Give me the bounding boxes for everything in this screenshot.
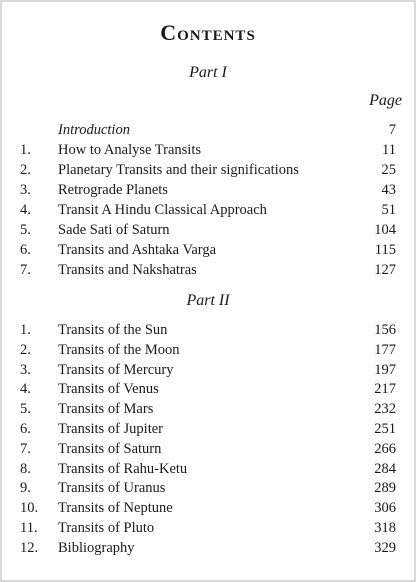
toc-entry-page: 289 — [374, 480, 396, 497]
toc-entry — [20, 240, 396, 260]
toc-entry-page: 197 — [374, 361, 396, 378]
toc-entry — [20, 459, 396, 479]
toc-entry — [20, 140, 396, 160]
toc-entry-page: 43 — [381, 182, 396, 198]
part-2-heading: Part II — [186, 292, 230, 309]
toc-entry-number: 11. — [20, 520, 38, 536]
toc-entry-number: 1. — [20, 322, 31, 338]
toc-entry-page: 11 — [382, 142, 396, 158]
toc-entry — [20, 200, 396, 220]
toc-entry — [20, 518, 396, 538]
toc-entry — [20, 379, 396, 399]
toc-entry-title: Planetary Transits and their significations — [58, 162, 299, 178]
toc-entry-page: 284 — [374, 460, 396, 477]
toc-entry-page: 25 — [381, 162, 396, 178]
toc-entry — [20, 399, 396, 419]
toc-entry-page: 232 — [374, 401, 396, 418]
toc-entry — [20, 260, 396, 280]
toc-entry-title: Transits of Saturn — [58, 440, 162, 457]
toc-entry-page: 318 — [374, 520, 396, 536]
toc-entry-title: Transits of Mercury — [58, 361, 174, 378]
toc-entry-title: Transits of the Sun — [58, 322, 168, 338]
toc-entry-title: Transits and Nakshatras — [58, 262, 197, 278]
toc-entry-page: 104 — [374, 222, 396, 238]
toc-entry-page: 177 — [374, 341, 396, 358]
toc-entry-number: 7. — [20, 440, 31, 457]
toc-entry-number: 6. — [20, 242, 31, 258]
toc-entry-number: 4. — [20, 202, 31, 218]
toc-entry-number: 2. — [20, 341, 31, 358]
page-edge-left — [0, 0, 2, 582]
toc-entry-page: 127 — [374, 262, 396, 278]
toc-entry — [20, 538, 396, 558]
toc-entry-number: 9. — [20, 480, 31, 497]
toc-entry-page: 251 — [374, 421, 396, 437]
toc-entry-title: Transits of Venus — [58, 381, 159, 398]
toc-entry-title: Transits of Rahu-Ketu — [58, 460, 188, 477]
toc-entry-title: Introduction — [58, 122, 130, 138]
toc-entry-page: 156 — [374, 322, 396, 338]
toc-entry-page: 51 — [381, 202, 396, 218]
toc-entry — [20, 478, 396, 498]
page-edge-top — [0, 0, 416, 2]
toc-entry — [20, 419, 396, 439]
toc-entry-title: Transits of Uranus — [58, 480, 166, 497]
toc-entry — [20, 360, 396, 380]
toc-entry-title: Transits of Mars — [58, 401, 154, 418]
toc-entry-number: 3. — [20, 182, 31, 198]
toc-entry — [20, 220, 396, 240]
toc-entry-title: Transits of Pluto — [58, 520, 155, 536]
toc-entry-number: 2. — [20, 162, 31, 178]
part-1-heading: Part I — [189, 64, 227, 81]
toc-entry — [20, 120, 396, 140]
toc-entry — [20, 160, 396, 180]
page-title: Contents — [160, 20, 256, 45]
toc-entry-number: 10. — [20, 500, 39, 517]
toc-entry-title: Transits of the Moon — [58, 341, 180, 358]
toc-entry-page: 217 — [374, 381, 396, 398]
toc-entry-number: 8. — [20, 460, 31, 477]
toc-entry-number: 6. — [20, 421, 31, 437]
toc-entry — [20, 498, 396, 518]
toc-entry-page: 306 — [374, 500, 396, 517]
toc-entry — [20, 180, 396, 200]
toc-entry-title: Transits of Jupiter — [58, 421, 163, 437]
toc-entry-page: 115 — [374, 242, 396, 258]
toc-entry-number: 5. — [20, 222, 31, 238]
toc-entry-title: Transits and Ashtaka Varga — [58, 242, 217, 258]
toc-entry-number: 7. — [20, 262, 31, 278]
toc-entry — [20, 320, 396, 340]
toc-entry-number: 12. — [20, 539, 39, 556]
toc-entry-number: 4. — [20, 381, 31, 398]
toc-entry-number: 5. — [20, 401, 31, 418]
toc-entry-page: 329 — [374, 539, 396, 556]
toc-entry-number: 1. — [20, 142, 31, 158]
toc-entry-title: How to Analyse Transits — [58, 142, 202, 158]
toc-entry-title: Bibliography — [58, 539, 135, 556]
toc-entry-number: 3. — [20, 361, 31, 378]
toc-entry — [20, 340, 396, 360]
toc-entry-title: Transit A Hindu Classical Approach — [58, 202, 267, 218]
toc-entry-title: Sade Sati of Saturn — [58, 222, 170, 238]
toc-entry — [20, 439, 396, 459]
toc-entry-title: Transits of Neptune — [58, 500, 173, 517]
toc-entry-page: 266 — [374, 440, 396, 457]
page-column-heading: Page — [369, 92, 402, 109]
toc-entry-title: Retrograde Planets — [58, 182, 168, 198]
toc-entry-page: 7 — [388, 122, 396, 138]
